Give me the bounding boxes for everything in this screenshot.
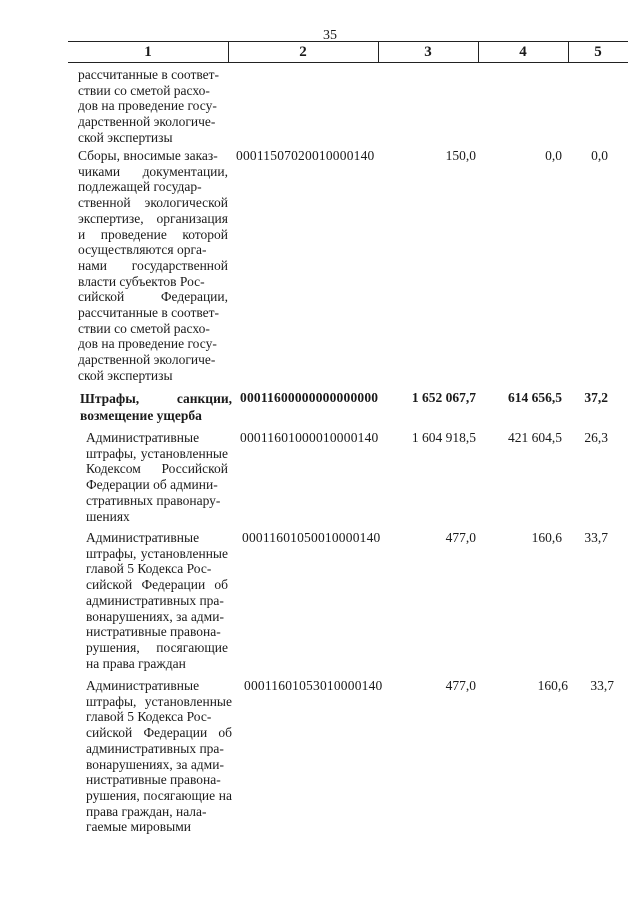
- row-code: 00011600000000000000: [240, 390, 379, 405]
- table-header: [68, 41, 628, 63]
- row-percent-value: 0,0: [591, 148, 608, 163]
- row-percent-value: 33,7: [590, 678, 614, 693]
- row-percent-value: 33,7: [584, 530, 608, 545]
- row-plan-value: 477,0: [445, 530, 476, 545]
- row-name: Сборы, вносимые заказ- чиками документации, подлежащей государ- ственной экологической экспертизе, организация и проведение которой осуществляются орга- нами государственной власти субъектов Рос- сийской Федерации, рассчитанные в соответ- ствии со сметой расхо- дов на проведение госу- дарственной экологиче- ской экспертизы: [78, 148, 228, 383]
- column-header-3: 3: [424, 44, 432, 60]
- row-actual-value: 160,6: [531, 530, 562, 545]
- row-name: Штрафы, санкции, возмещение ущерба: [80, 391, 232, 423]
- row-actual-value: 160,6: [537, 678, 568, 693]
- row-plan-value: 1 604 918,5: [411, 430, 476, 445]
- row-percent-value: 26,3: [584, 430, 608, 445]
- row-code: 00011601050010000140: [242, 530, 381, 545]
- row-actual-value: 614 656,5: [508, 390, 562, 405]
- page-number: 35: [323, 28, 337, 43]
- column-header-4: 4: [519, 44, 527, 60]
- row-actual-value: 0,0: [545, 148, 562, 163]
- row-plan-value: 477,0: [445, 678, 476, 693]
- row-percent-value: 37,2: [584, 390, 608, 405]
- row-name: Административные штрафы, установленные Кодексом Российской Федерации об админи- стративных правонару- шениях: [86, 430, 228, 524]
- row-code: 00011601000010000140: [240, 430, 379, 445]
- row-name: рассчитанные в соответ- ствии со сметой расхо- дов на проведение госу- дарственной экологиче- ской экспертизы: [78, 67, 220, 145]
- row-code: 00011507020010000140: [236, 148, 375, 163]
- row-code: 00011601053010000140: [244, 678, 383, 693]
- column-header-2: 2: [299, 44, 307, 60]
- row-name: Административные штрафы, установленные главой 5 Кодекса Рос- сийской Федерации об административных пра- вонарушениях, за адми- нистративные правона- рушения, посягающие на права граждан, нала- гаемые мировыми: [86, 678, 232, 835]
- row-name: Административные штрафы, установленные главой 5 Кодекса Рос- сийской Федерации об административных пра- вонарушениях, за адми- нистративные правона- рушения, посягающие на права граждан: [86, 530, 228, 671]
- row-plan-value: 150,0: [445, 148, 476, 163]
- column-header-1: 1: [144, 44, 152, 60]
- row-actual-value: 421 604,5: [508, 430, 562, 445]
- row-plan-value: 1 652 067,7: [411, 390, 476, 405]
- column-header-5: 5: [594, 44, 602, 60]
